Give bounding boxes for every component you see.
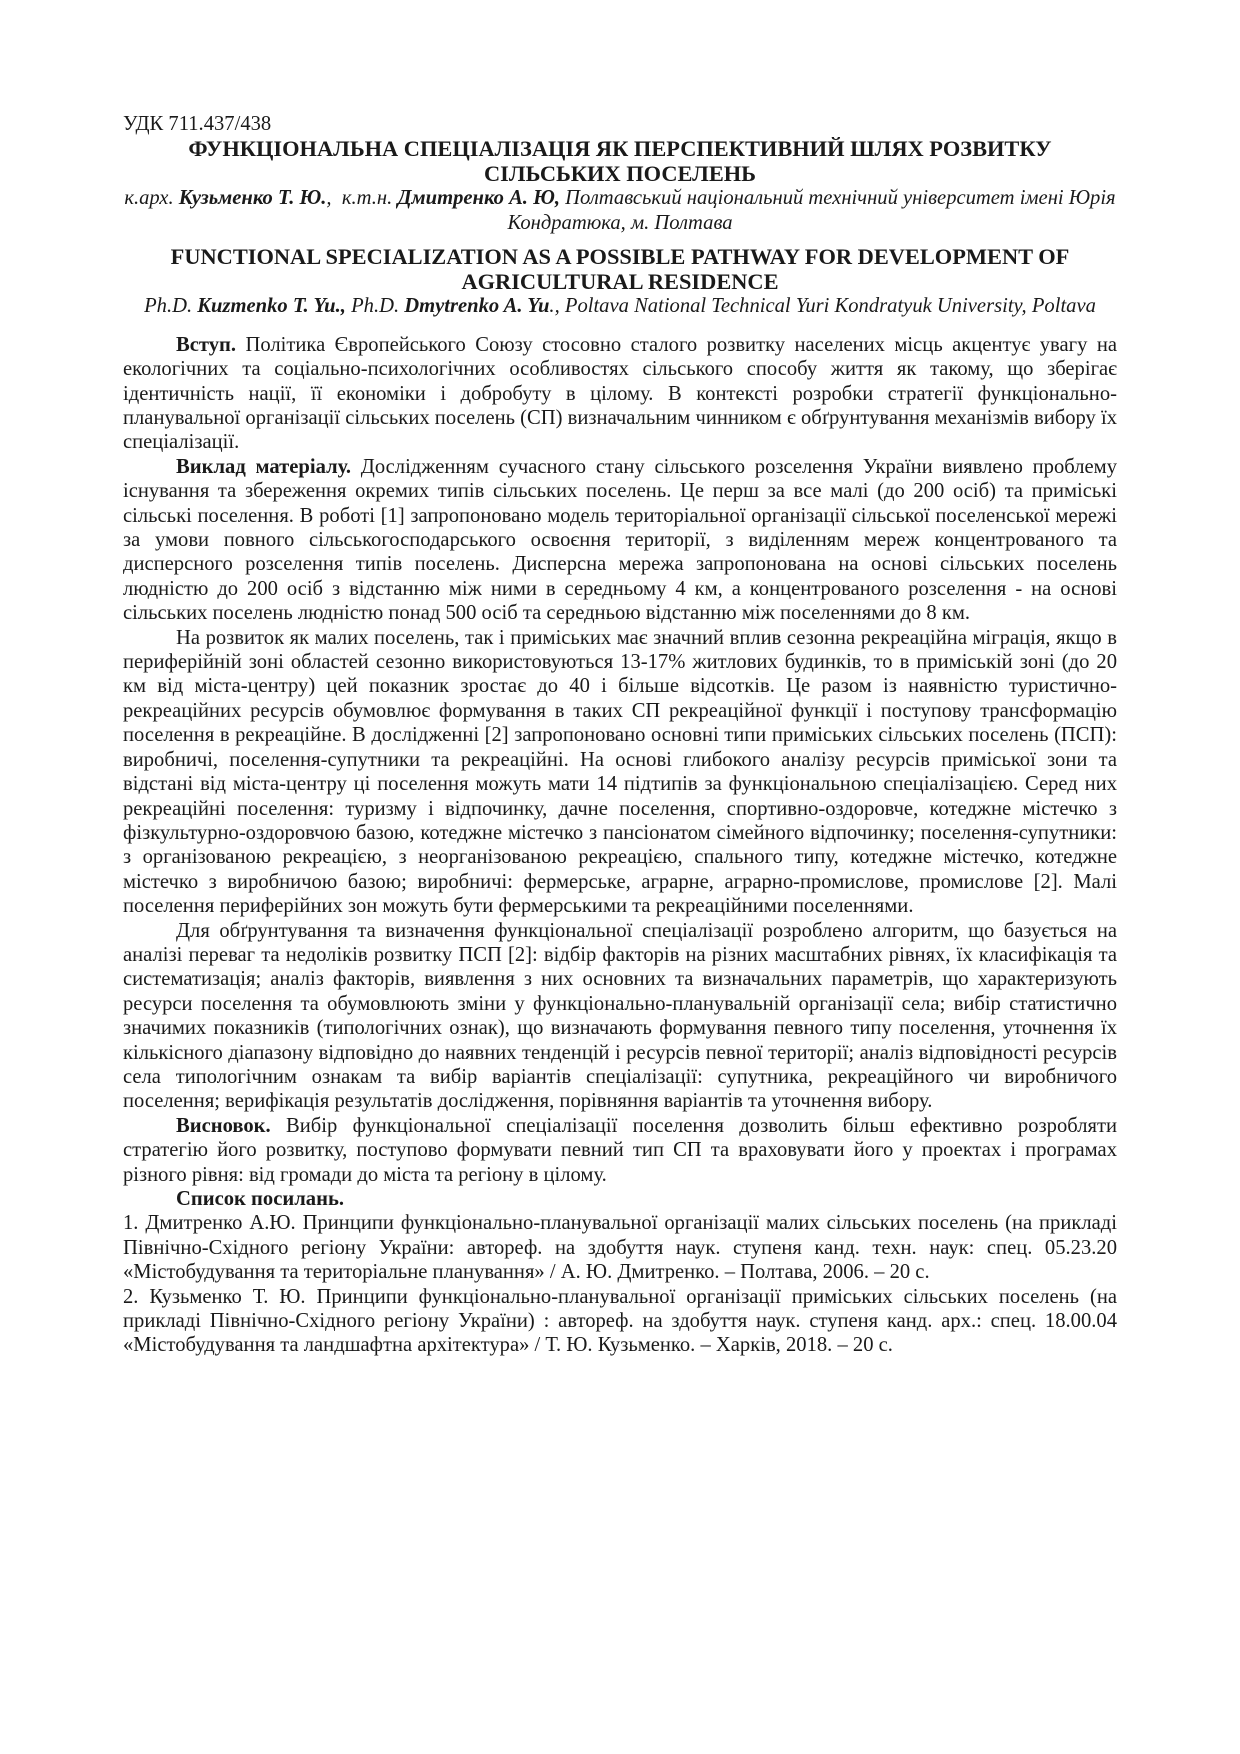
- en-author1-degree: Ph.D.: [144, 295, 193, 318]
- intro-text: Політика Європейського Союзу стосовно сталого розвитку населених місць акцентує увагу на екологічних та соціально-психологічних особливостях сільського способу життя як такому, що зберігає ідентичність нації, її економіки і добробуту в цілому. В контексті розробки стратегії функціонально-планувальної організації сільських поселень (СП) визначальним чинником є обґрунтування механізмів вибору їх спеціалізації.: [123, 333, 1117, 454]
- en-affiliation: ., Poltava National Technical Yuri Kondratyuk University, Poltava: [549, 295, 1096, 318]
- ua-authors: к.арх. Кузьменко Т. Ю., к.т.н. Дмитренко А. Ю, Полтавський національний технічний університет імені Юрія Кондратюка, м. Полтава: [124, 187, 1116, 234]
- ua-author1-name: Кузьменко Т. Ю.: [178, 187, 327, 209]
- reference-item: 1. Дмитренко А.Ю. Принципи функціонально-планувальної організації малих сільських поселень (на прикладі Північно-Східного регіону України: автореф. на здобуття наук. ступеня канд. техн. наук: спец. 05.23.20 «Містобудування та територіальне планування» / А. Ю. Дмитренко. – Полтава, 2006. – 20 с.: [123, 1212, 1117, 1284]
- intro-heading: Вступ.: [176, 333, 237, 356]
- development-paragraph: На розвиток як малих поселень, так і приміських має значний вплив сезонна рекреаційна міграція, якщо в периферійній зоні областей сезонно використовуються 13-17% житлових будинків, то в приміській зоні (до 20 км від міста-центру) цей показник зростає до 40 і більше відсотків. Це разом із наявністю туристично-рекреаційних ресурсів обумовлює формування в таких СП рекреаційної функції і поступову трансформацію поселення в рекреаційне. В дослідженні [2] запропоновано основні типи приміських сільських поселень (ПСП): виробничі, поселення-супутники та рекреаційні. На основі глибокого аналізу ресурсів приміської зони та відстані від міста-центру ці поселення можуть мати 14 підтипів за функціональною спеціалізацією. Серед них рекреаційні поселення: туризму і відпочинку, дачне поселення, спортивно-оздоровче, котеджне містечко з фізкультурно-оздоровчою базою, котеджне містечко з пансіонатом сімейного відпочинку; поселення-супутники: з організованою рекреацією, з неорганізованою рекреацією, спального типу, котеджне містечко, котеджне містечко з виробничою базою; виробничі: фермерське, аграрне, аграрно-промислове, промислове [2]. Малі поселення периферійних зон можуть бути фермерськими та рекреаційними поселеннями.: [123, 626, 1117, 918]
- ua-author2-degree: к.т.н.: [341, 187, 393, 209]
- material-paragraph: [123, 455, 1117, 626]
- ua-author2-name: Дмитренко А. Ю,: [397, 187, 561, 209]
- en-title: FUNCTIONAL SPECIALIZATION AS A POSSIBLE PATHWAY FOR DEVELOPMENT OF AGRICULTURAL RESIDENCE: [170, 244, 1070, 295]
- conclusion-text: Вибір функціональної спеціалізації поселення дозволить більш ефективно розробляти стратегію його розвитку, поступово формувати певний тип СП та враховувати його у проектах і програмах різного рівня: від громади до міста та регіону в цілому.: [123, 1114, 1117, 1186]
- reference-item: 2. Кузьменко Т. Ю. Принципи функціонально-планувальної організації приміських сільських поселень (на прикладі Північно-Східного регіону України) : автореф. на здобуття наук. ступеня канд. арх.: спец. 18.00.04 «Містобудування та ландшафтна архітектура» / Т. Ю. Кузьменко. – Харків, 2018. – 20 с.: [123, 1285, 1117, 1357]
- ua-title: ФУНКЦІОНАЛЬНА СПЕЦІАЛІЗАЦІЯ ЯК ПЕРСПЕКТИВНИЙ ШЛЯХ РОЗВИТКУ СІЛЬСЬКИХ ПОСЕЛЕНЬ: [188, 136, 1052, 186]
- document-page: [123, 112, 1117, 1358]
- conclusion-heading: Висновок.: [176, 1114, 271, 1137]
- algorithm-paragraph: Для обґрунтування та визначення функціональної спеціалізації розроблено алгоритм, що базується на аналізі переваг та недоліків розвитку ПСП [2]: відбір факторів на різних масштабних рівнях, їх класифікація та систематизація; аналіз факторів, виявлення з них основних та визначальних параметрів, що характеризують ресурси поселення та обумовлюють зміни у функціонально-планувальній організації села; вибір статистично значимих показників (типологічних ознак), що визначають формування певного типу поселення, уточнення їх кількісного діапазону відповідно до наявних тенденцій і ресурсів певної території; аналіз відповідності ресурсів села типологічним ознакам та вибір варіантів спеціалізації: супутника, рекреаційного чи виробничого поселення; верифікація результатів дослідження, порівняння варіантів та уточнення вибору.: [123, 919, 1117, 1113]
- en-authors: [123, 294, 1117, 319]
- references-heading: Список посилань.: [176, 1188, 344, 1210]
- conclusion-paragraph: [123, 1114, 1117, 1187]
- ua-affiliation: Полтавський національний технічний університет імені Юрія Кондратюка, м. Полтава: [507, 187, 1116, 234]
- material-text: Дослідженням сучасного стану сільського розселення України виявлено проблему існування та збереження окремих типів сільських поселень. Це перш за все малі (до 200 осіб) та приміські сільські поселення. В роботі [1] запропоновано модель територіальної організації сільської поселенської мережі за умови повного сільськогосподарського освоєння території, з виділенням мереж концентрованого та дисперсного розселення типів поселень. Дисперсна мережа запропонована на основі сільських поселень людністю до 200 осіб з відстанню між ними в середньому 4 км, а концентрованого розселення - на основі сільських поселень людністю понад 500 осіб та середньою відстанню між поселеннями до 8 км.: [123, 455, 1117, 625]
- ua-author1-degree: к.арх.: [124, 187, 174, 209]
- material-heading: Виклад матеріалу.: [176, 455, 352, 478]
- en-author2-degree: Ph.D.: [351, 295, 400, 318]
- intro-paragraph: [123, 333, 1117, 455]
- en-author1-name: Kuzmenko T. Yu.,: [197, 295, 346, 318]
- en-author2-name: Dmytrenko A. Yu: [404, 295, 550, 318]
- udk-code: УДК 711.437/438: [123, 113, 272, 135]
